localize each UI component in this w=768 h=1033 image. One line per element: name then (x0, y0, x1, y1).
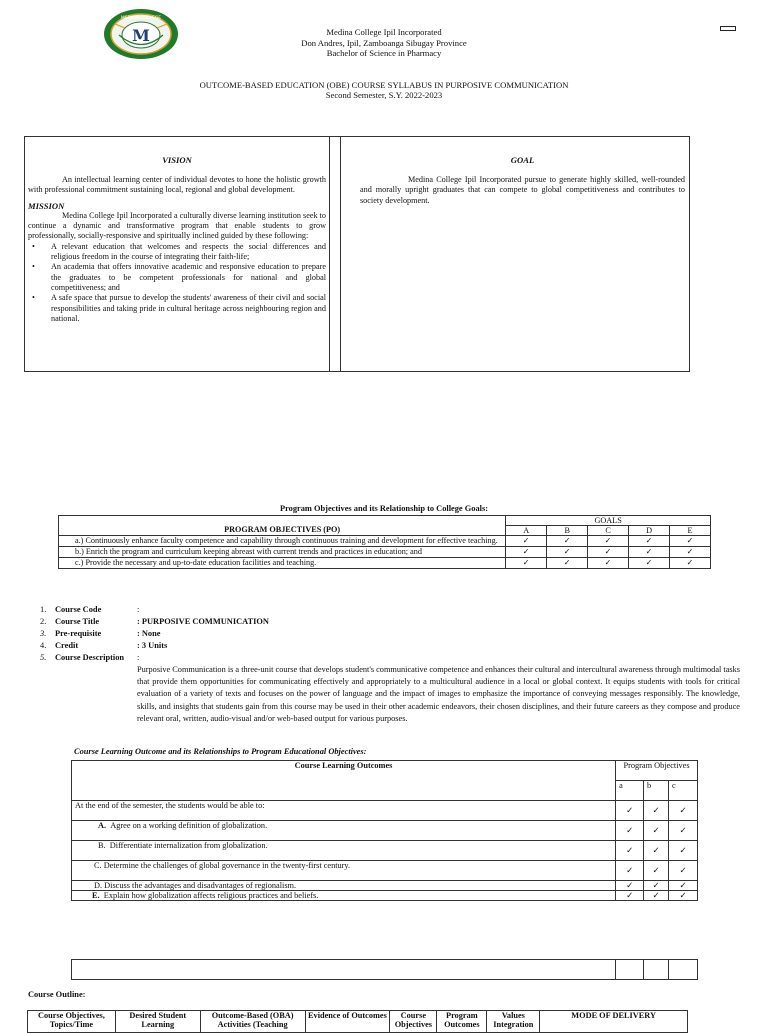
check-icon: ✓ (644, 881, 669, 891)
outline-header-mode: MODE OF DELIVERY (540, 1011, 688, 1033)
clo-row (72, 821, 698, 841)
outline-header-objectives: Course Objectives, Topics/Time (28, 1011, 116, 1033)
po-col-c: c (669, 781, 698, 801)
course-info-list (40, 604, 740, 723)
college-seal-logo (103, 8, 179, 60)
check-icon: ✓ (669, 881, 698, 891)
po-text: b.) Enrich the program and curriculum keeping abreast with current trends and practices in education; and (59, 547, 506, 558)
vision-mission-goal-box (24, 136, 690, 372)
svg-text:M: M (132, 26, 150, 45)
check-icon: ✓ (616, 891, 644, 901)
credit-value: : 3 Units (137, 641, 168, 650)
po-col-b: b (644, 781, 669, 801)
clo-item: D. Discuss the advantages and disadvantages of regionalism. (72, 881, 616, 891)
po-text: a.) Continuously enhance faculty competence and capability through continuous training and development for effective teaching. (59, 536, 506, 547)
clo-intro: At the end of the semester, the students would be able to: (72, 801, 616, 821)
vision-text: An intellectual learning center of individual devotes to hone the holistic growth with professional commitment sustaining local, regional and global development. (28, 175, 326, 195)
course-description-colon: : (137, 653, 140, 662)
prerequisite-label: Pre-requisite (55, 629, 102, 638)
check-icon: ✓ (588, 558, 629, 569)
course-title-value: : PURPOSIVE COMMUNICATION (137, 617, 269, 626)
outline-header-evidence: Evidence of Outcomes (305, 1011, 390, 1033)
goal-heading: GOAL (510, 155, 535, 165)
bullet-icon: • (32, 241, 35, 251)
po-column-header: PROGRAM OBJECTIVES (PO) (59, 516, 506, 536)
course-code-label: Course Code (55, 605, 102, 614)
vision-heading: VISION (162, 155, 192, 165)
clo-item: B. Differentiate internalization from globalization. (72, 841, 616, 861)
mission-heading: MISSION (28, 200, 65, 211)
goal-column-a: A (506, 526, 547, 536)
outline-header-course-objectives: Course Objectives (390, 1011, 437, 1033)
letterhead (230, 27, 538, 59)
clo-section-title: Course Learning Outcome and its Relationships to Program Educational Objectives: (74, 747, 367, 756)
goal-column-b: B (547, 526, 588, 536)
clo-row (72, 841, 698, 861)
clo-column-header: Course Learning Outcomes (72, 761, 616, 801)
svg-text:MEDINA COLLEGE: MEDINA COLLEGE (120, 16, 162, 21)
credit-label: Credit (55, 641, 79, 650)
check-icon: ✓ (629, 547, 670, 558)
check-icon: ✓ (506, 558, 547, 569)
check-icon: ✓ (588, 536, 629, 547)
blank-cell (616, 960, 644, 980)
mission-item: • A relevant education that welcomes and respects the social differences and religious freedom in the course of integrating their faith-life; (32, 241, 326, 262)
column-divider (330, 137, 341, 371)
blank-cell (644, 960, 669, 980)
mission-list (28, 242, 326, 324)
check-icon: ✓ (670, 547, 711, 558)
course-outline-title: Course Outline: (28, 990, 86, 999)
check-icon: ✓ (669, 801, 698, 821)
check-icon: ✓ (506, 536, 547, 547)
check-icon: ✓ (644, 841, 669, 861)
goal-column (341, 137, 689, 371)
check-icon: ✓ (506, 547, 547, 558)
goal-text: Medina College Ipil Incorporated pursue to generate highly skilled, well-rounded and morally upright graduates that can compete to global competitiveness and contributes to society development. (360, 175, 685, 205)
course-title-row: 2. Course Title : PURPOSIVE COMMUNICATION (40, 617, 269, 626)
program-name: Bachelor of Science in Pharmacy (326, 48, 442, 59)
goal-column-c: C (588, 526, 629, 536)
course-description-text: Purposive Communication is a three-unit course that develops student's communicative competence and enhances their cultural and intercultural awareness through multimodal tasks that provide them opportunities for communicating effectively and appropriately to a multicultural audience in a local or global context. It equips students with tools for critical evaluation of a variety of texts and focuses on the power of language and the impact of images to emphasize the importance of conveying messages responsibly. The knowledge, skills, and insights that students gain from this course may be used in their other academic endeavors, their chosen disciplines, and their future careers as they compose and produce relevant oral, written, audio-visual and/or web-based output for various purposes. (137, 665, 740, 723)
po-column-header: Program Objectives (616, 761, 698, 781)
po-text: c.) Provide the necessary and up-to-date education facilities and teaching. (59, 558, 506, 569)
outline-header-values: Values Integration (487, 1011, 540, 1033)
mission-item: • An academia that offers innovative academic and responsive education to prepare the graduates to be competent professionals for national and global competitiveness; and (32, 262, 326, 292)
check-icon: ✓ (588, 547, 629, 558)
outline-header-program-outcomes: Program Outcomes (437, 1011, 487, 1033)
goal-column-e: E (670, 526, 711, 536)
semester-label: Second Semester, S.Y. 2022-2023 (325, 90, 443, 101)
check-icon: ✓ (616, 821, 644, 841)
check-icon: ✓ (669, 841, 698, 861)
clo-item: E. Explain how globalization affects religious practices and beliefs. (72, 891, 616, 901)
mission-text: Medina College Ipil Incorporated a culturally diverse learning institution seek to continue a dynamic and transformative program that enable students to grow professionally, socially-responsive and spiritually inclined guided by these following: (28, 210, 326, 241)
blank-cell (669, 960, 698, 980)
check-icon: ✓ (547, 547, 588, 558)
check-icon: ✓ (644, 861, 669, 881)
check-icon: ✓ (629, 558, 670, 569)
check-icon: ✓ (616, 881, 644, 891)
check-icon: ✓ (669, 861, 698, 881)
check-icon: ✓ (644, 891, 669, 901)
check-icon: ✓ (670, 558, 711, 569)
institution-name: Medina College Ipil Incorporated (326, 27, 442, 37)
course-learning-outcomes-table (71, 760, 698, 901)
course-title-label: Course Title (55, 617, 100, 626)
outline-header-oba: Outcome-Based (OBA) Activities (Teaching (200, 1011, 305, 1033)
institution-address: Don Andres, Ipil, Zamboanga Sibugay Province (301, 37, 467, 48)
course-description-row: 5. Course Description : (40, 653, 140, 662)
blank-row-table (71, 959, 698, 980)
check-icon: ✓ (670, 536, 711, 547)
check-icon: ✓ (644, 801, 669, 821)
blank-cell (72, 960, 616, 980)
course-code-value: : (137, 605, 140, 614)
po-col-a: a (616, 781, 644, 801)
check-icon: ✓ (616, 801, 644, 821)
clo-row (72, 881, 698, 891)
clo-row (72, 861, 698, 881)
course-description-label: Course Description (55, 653, 125, 662)
bullet-icon: • (32, 293, 35, 303)
goal-column-d: D (629, 526, 670, 536)
outline-header-learning: Desired Student Learning (115, 1011, 200, 1033)
check-icon: ✓ (644, 821, 669, 841)
bullet-icon: • (32, 262, 35, 272)
window-control-button[interactable] (720, 26, 736, 31)
po-row (59, 558, 711, 569)
prerequisite-row: 3. Pre-requisite : None (40, 629, 161, 638)
check-icon: ✓ (669, 891, 698, 901)
mission-item: • A safe space that pursue to develop the students' awareness of their civil and social responsibilities and taking pride in cultural heritage across neighbouring region and national. (32, 293, 326, 323)
course-outline-table (27, 1010, 688, 1033)
program-objectives-table (58, 515, 711, 569)
vision-mission-column (25, 137, 330, 371)
clo-row (72, 891, 698, 901)
check-icon: ✓ (616, 841, 644, 861)
goals-header: GOALS (506, 516, 711, 526)
clo-intro-row (72, 801, 698, 821)
document-title (120, 80, 648, 101)
po-section-title: Program Objectives and its Relationship to College Goals: (279, 504, 489, 513)
syllabus-title: OUTCOME-BASED EDUCATION (OBE) COURSE SYLLABUS IN PURPOSIVE COMMUNICATION (199, 80, 569, 90)
check-icon: ✓ (616, 861, 644, 881)
po-row (59, 547, 711, 558)
course-code-row: 1. Course Code : (40, 605, 140, 614)
check-icon: ✓ (629, 536, 670, 547)
check-icon: ✓ (669, 821, 698, 841)
clo-item: A. Agree on a working definition of globalization. (72, 821, 616, 841)
check-icon: ✓ (547, 558, 588, 569)
check-icon: ✓ (547, 536, 588, 547)
po-row (59, 536, 711, 547)
prerequisite-value: : None (137, 629, 161, 638)
credit-row: 4. Credit : 3 Units (40, 641, 168, 650)
clo-item: C. Determine the challenges of global governance in the twenty-first century. (72, 861, 616, 881)
